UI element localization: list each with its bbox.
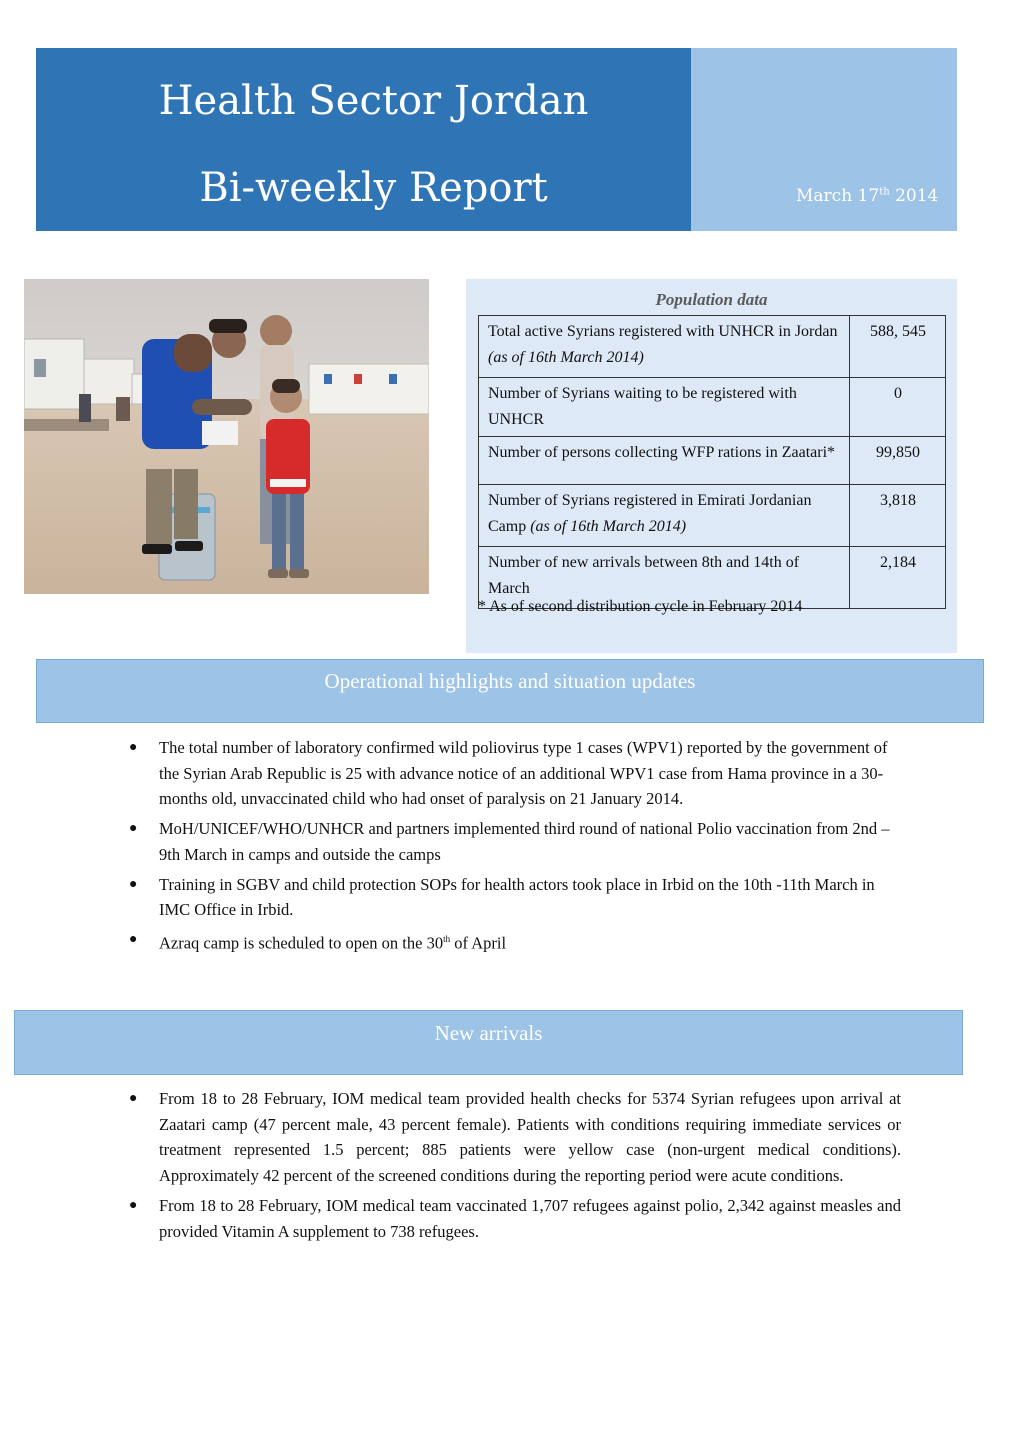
field-photo-illustration bbox=[24, 279, 429, 594]
table-row bbox=[479, 437, 946, 485]
bullet-icon: ● bbox=[129, 931, 138, 947]
population-label: Number of persons collecting WFP rations in Zaatari* bbox=[479, 437, 850, 485]
population-value: 0 bbox=[850, 378, 946, 437]
list-item-sup: th bbox=[443, 933, 451, 944]
row-note: (as of 16th March 2014) bbox=[530, 518, 687, 535]
list-item bbox=[129, 1193, 901, 1244]
row-note: (as of 16th March 2014) bbox=[488, 349, 644, 366]
list-item-text: Training in SGBV and child protection SOPs for health actors took place in Irbid on the 10th -11th March in IMC Office in Irbid. bbox=[159, 874, 875, 920]
population-label bbox=[479, 316, 850, 378]
list-item-text: The total number of laboratory confirmed wild poliovirus type 1 cases (WPV1) reported by the government of the Syrian Arab Republic is 25 with advance notice of an additional WPV1 case from Hama province in a 30-months old, unvaccinated child who had onset of paralysis on 21 January 2014. bbox=[159, 738, 888, 809]
report-date-year: 2014 bbox=[895, 186, 939, 206]
row-label-text: Total active Syrians registered with UNHCR in Jordan bbox=[488, 323, 838, 340]
list-item bbox=[129, 872, 904, 923]
new-arrivals-list bbox=[129, 1086, 901, 1248]
highlights-list bbox=[129, 735, 904, 960]
population-value: 99,850 bbox=[850, 437, 946, 485]
list-item bbox=[129, 1086, 901, 1189]
row-label-text: Number of Syrians registered in Emirati Jordanian Camp bbox=[488, 492, 812, 535]
list-item-text: From 18 to 28 February, IOM medical team provided health checks for 5374 Syrian refugees upon arrival at Zaatari camp (47 percent male, 43 percent female). Patients with conditions requiring immediate services or treatment represented 1.5 percent; 885 patients were yellow case (non-urgent medical conditions). Approximately 42 percent of the screened conditions during the reporting period were acute conditions. bbox=[159, 1089, 901, 1186]
report-date-prefix: March 17 bbox=[796, 186, 880, 206]
report-title: Health Sector Jordan bbox=[158, 78, 589, 124]
report-subtitle: Bi-weekly Report bbox=[199, 165, 548, 211]
list-item bbox=[129, 816, 904, 867]
population-value: 3,818 bbox=[850, 485, 946, 547]
population-label: Number of Syrians waiting to be registered with UNHCR bbox=[479, 378, 850, 437]
table-row bbox=[479, 316, 946, 378]
section-header-highlights: Operational highlights and situation updates bbox=[36, 659, 984, 723]
list-item bbox=[129, 927, 904, 956]
field-photo bbox=[24, 279, 429, 594]
bullet-icon: ● bbox=[129, 821, 138, 837]
population-label: Number of new arrivals between 8th and 14th of March bbox=[479, 547, 850, 609]
list-item-text-end: of April bbox=[450, 933, 507, 953]
bullet-icon: ● bbox=[129, 740, 138, 755]
bullet-icon: ● bbox=[129, 1091, 138, 1106]
list-item-text: From 18 to 28 February, IOM medical team vaccinated 1,707 refugees against polio, 2,342 against measles and provided Vitamin A supplement to 738 refugees. bbox=[159, 1195, 901, 1241]
population-title: Population data bbox=[655, 290, 768, 309]
bullet-icon: ● bbox=[129, 1197, 138, 1213]
population-value: 2,184 bbox=[850, 547, 946, 609]
table-row bbox=[479, 378, 946, 437]
report-date bbox=[796, 186, 951, 206]
table-row bbox=[479, 485, 946, 547]
section-header-new-arrivals: New arrivals bbox=[14, 1010, 963, 1075]
list-item bbox=[129, 735, 904, 812]
bullet-icon: ● bbox=[129, 876, 138, 892]
list-item-text: Azraq camp is scheduled to open on the 30 bbox=[159, 933, 444, 953]
population-value: 588, 545 bbox=[850, 316, 946, 378]
list-item-text: MoH/UNICEF/WHO/UNHCR and partners implemented third round of national Polio vaccination from 2nd – 9th March in camps and outside the camps bbox=[159, 819, 890, 864]
population-table bbox=[478, 315, 946, 609]
population-footnote: * As of second distribution cycle in February 2014 bbox=[478, 598, 803, 615]
population-label bbox=[479, 485, 850, 547]
report-date-suffix: th bbox=[879, 186, 890, 198]
